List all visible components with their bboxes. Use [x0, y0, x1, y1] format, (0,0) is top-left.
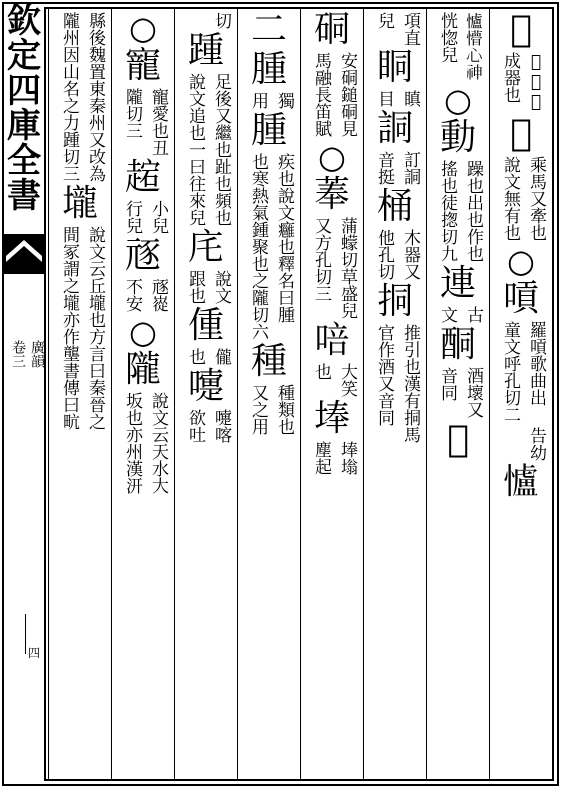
- book-title-char: 書: [7, 176, 41, 216]
- headword: 𩡟: [510, 113, 532, 154]
- annotation-line: 推引也漢有挏馬: [400, 324, 420, 443]
- headword: 眮: [376, 47, 413, 88]
- text-column: [112, 10, 174, 778]
- annotation-line: 也寒熱氣鍾聚也之隴切六: [248, 153, 268, 340]
- headword: 嚏: [187, 366, 224, 407]
- annotation: [54, 226, 106, 430]
- book-title-char: 欽: [7, 1, 41, 41]
- annotation-line: 足後又繼也趾也頻也: [211, 73, 231, 226]
- headword: 寵: [124, 45, 161, 86]
- annotation-line: 項直: [400, 12, 420, 46]
- headword: 埲: [313, 398, 350, 439]
- circle-mark: ○: [129, 9, 157, 47]
- headword: 𪀫: [510, 9, 532, 50]
- headword: 㡯: [187, 227, 224, 268]
- annotation-line: 童文呼孔切二: [500, 321, 520, 423]
- annotation-line: 躁也出也作也: [463, 160, 483, 262]
- annotation-line: 官作酒又音同: [374, 324, 394, 426]
- text-column: [175, 10, 237, 778]
- headword: 壠: [61, 183, 98, 224]
- annotation-line: 種類也: [274, 384, 294, 435]
- annotation: [243, 153, 295, 340]
- book-title-char: 庫: [7, 106, 41, 146]
- annotation-line: 也: [185, 348, 205, 365]
- annotation-line: 不安: [122, 278, 142, 312]
- page-margin: [4, 1, 45, 784]
- text-column: [427, 10, 489, 778]
- annotation: [432, 12, 484, 80]
- annotation: [495, 156, 547, 241]
- annotation: [306, 217, 358, 319]
- book-title-char: 全: [7, 141, 41, 181]
- annotation-line: 也: [311, 363, 331, 380]
- annotation-line: 兒: [374, 12, 394, 29]
- circle-mark: ○: [444, 81, 472, 119]
- annotation-line: 乘馬又牽也: [526, 156, 546, 241]
- annotation: [306, 52, 358, 137]
- circle-mark: ○: [129, 313, 157, 351]
- headword: 詷: [376, 108, 413, 149]
- annotation-line: 搖也徒揔切九: [437, 160, 457, 262]
- annotation-line: 說文追也一曰往來兒: [185, 73, 205, 226]
- book-title: [4, 1, 44, 229]
- margin-volume-label: 卷三: [10, 340, 26, 368]
- annotation: [432, 367, 484, 418]
- annotation-line: 儱: [211, 348, 231, 365]
- headword: 種: [250, 341, 287, 382]
- headword: 隴: [124, 349, 161, 390]
- annotation-line: 嚏喀: [211, 409, 231, 443]
- annotation: [117, 200, 169, 234]
- annotation: [369, 12, 421, 46]
- margin-section-label: 廣韻: [29, 340, 45, 368]
- annotation-line: 疾也說文癰也釋名曰腫: [274, 153, 294, 323]
- book-title-char: 定: [7, 36, 41, 76]
- annotation-line: 訂詷: [400, 151, 420, 185]
- headword: 連: [439, 263, 476, 304]
- headword: 動: [439, 117, 476, 158]
- headword: 𠖲: [447, 419, 469, 460]
- annotation-line: 用: [248, 92, 268, 109]
- leaf-number: 四: [28, 646, 41, 660]
- annotation-line: 㒮嵸: [148, 278, 168, 312]
- headword: 㒮: [124, 235, 161, 276]
- headword: 酮: [439, 324, 476, 365]
- annotation-line: 獨: [274, 92, 294, 109]
- annotation: [432, 160, 484, 262]
- circle-mark: ○: [318, 138, 346, 176]
- margin-rule: [25, 614, 26, 654]
- annotation-line: 木器又: [400, 229, 420, 280]
- headword: 硐: [313, 9, 350, 50]
- annotation-line: 又方孔切三: [311, 217, 331, 302]
- annotation: [54, 12, 106, 182]
- annotation-line: 寵愛也丑: [148, 88, 168, 156]
- annotation: [243, 92, 295, 109]
- annotation: [369, 90, 421, 107]
- annotation: [180, 12, 232, 29]
- annotation-line: 說文云天水大: [148, 392, 168, 494]
- annotation-line: 欲吐: [185, 409, 205, 443]
- annotation-line: 縣後魏置東秦州又改為: [85, 12, 105, 182]
- headword: 嗊: [502, 278, 539, 319]
- annotation-line: 說文云丘壠也方言曰秦晉之: [85, 226, 105, 430]
- annotation-line: 𢥈懵心神: [463, 12, 483, 80]
- annotation-line: 音同: [437, 367, 457, 401]
- annotation: [495, 427, 547, 461]
- text-column: [301, 10, 363, 778]
- annotation-line: 大笑: [337, 363, 357, 397]
- annotation: [369, 324, 421, 443]
- annotation: [180, 73, 232, 226]
- annotation-line: 成器也: [500, 52, 520, 103]
- annotation-line: 跟也: [185, 270, 205, 304]
- circle-mark: ○: [507, 242, 535, 280]
- annotation-line: 古: [463, 306, 483, 323]
- annotation-line: 行兒: [122, 200, 142, 234]
- annotation-line: 又之用: [248, 384, 268, 435]
- headword: 腫: [250, 110, 287, 151]
- annotation: [432, 306, 484, 323]
- annotation: [117, 278, 169, 312]
- annotation-line: 間冢謂之壠亦作壟書傳曰㽘: [59, 226, 79, 430]
- text-column: [238, 10, 300, 778]
- annotation: [369, 151, 421, 185]
- annotation-line: 隴州因山名之力踵切三: [59, 12, 79, 182]
- annotation: [180, 348, 232, 365]
- annotation-line: 羅嗊歌曲出: [526, 321, 546, 406]
- annotation-line: 坂也亦州漢汧: [122, 392, 142, 494]
- annotation-line: 說文: [211, 270, 231, 304]
- fishtail-mark-icon: [4, 234, 44, 274]
- annotation: [306, 441, 358, 475]
- headword: 偅: [187, 305, 224, 346]
- text-column: [49, 10, 111, 778]
- annotation-line: 文: [437, 306, 457, 323]
- annotation-line: 恍惚兒: [437, 12, 457, 63]
- annotation-line: 切: [211, 12, 231, 29]
- annotation-line: 目: [374, 90, 394, 107]
- annotation-line: 酒壞又: [463, 367, 483, 418]
- annotation-line: [495, 427, 521, 461]
- text-column: [490, 10, 552, 778]
- annotation-line: 蒲蠓切草盛兒: [337, 217, 357, 319]
- headword: 桶: [376, 186, 413, 227]
- headword: 𢥈: [502, 462, 539, 503]
- annotation-line: 小兒: [148, 200, 168, 234]
- annotation-line: 𪀫侗未: [526, 52, 546, 112]
- annotation: [306, 363, 358, 397]
- annotation-line: [180, 12, 206, 29]
- annotation: [117, 392, 169, 494]
- annotation-line: 安硐鎚硐見: [337, 52, 357, 137]
- annotation: [495, 52, 547, 112]
- book-title-char: 四: [7, 71, 41, 111]
- annotation: [117, 88, 169, 156]
- annotation-line: 告幼: [526, 427, 546, 461]
- annotation: [180, 409, 232, 443]
- annotation-line: 馬融長笛賦: [311, 52, 331, 137]
- annotation: [369, 229, 421, 280]
- headword: 趤: [124, 157, 161, 198]
- annotation-line: 音挺: [374, 151, 394, 185]
- headword: 挏: [376, 281, 413, 322]
- annotation-line: 埲塕: [337, 441, 357, 475]
- annotation-line: 說文無有也: [500, 156, 520, 241]
- text-column: [364, 10, 426, 778]
- headword: 二: [250, 9, 287, 50]
- headword: 踵: [187, 30, 224, 71]
- headword: 菶: [313, 174, 350, 215]
- annotation-line: 他孔切: [374, 229, 394, 280]
- headword: 㖣: [313, 320, 350, 361]
- annotation-line: 塵起: [311, 441, 331, 475]
- headword: 腫: [250, 49, 287, 90]
- annotation: [180, 270, 232, 304]
- annotation-line: 瞋: [400, 90, 420, 107]
- annotation: [243, 384, 295, 435]
- annotation: [495, 321, 547, 423]
- annotation-line: 隴切三: [122, 88, 142, 139]
